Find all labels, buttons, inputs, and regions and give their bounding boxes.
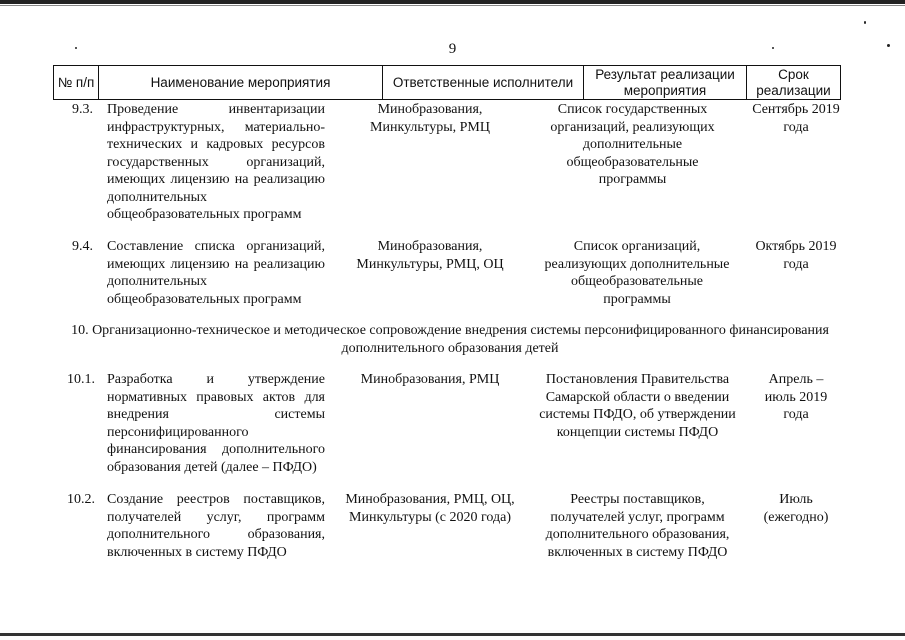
row-num: 10.2. <box>67 492 95 507</box>
header-responsible: Ответственные исполнители <box>392 74 574 90</box>
scan-edge-top-line <box>0 5 905 6</box>
scan-edge-top <box>0 0 905 4</box>
row-deadline: Апрель – июль 2019 года <box>764 372 828 422</box>
header-name: Наименование мероприятия <box>150 74 331 90</box>
table-header <box>53 65 841 100</box>
row-deadline: Октябрь 2019 года <box>755 239 837 272</box>
row-num: 9.3. <box>72 102 93 117</box>
scan-speck <box>864 21 866 24</box>
header-result: Результат реализации мероприятия <box>595 66 735 98</box>
row-deadline: Сентябрь 2019 года <box>752 102 840 135</box>
header-num: № п/п <box>57 74 95 90</box>
row-responsible: Минобразования, Минкультуры, РМЦ <box>370 102 490 135</box>
scan-edge-bottom <box>0 633 905 636</box>
row-result: Список организаций, реализующих дополнительные общеобразовательные программы <box>544 239 730 307</box>
row-result: Список государственных организаций, реализующих дополнительные общеобразовательные программы <box>550 102 715 187</box>
section-title: 10. Организационно-техническое и методическое сопровождение внедрения системы персонифицированного финансирования дополнительного образования детей <box>71 323 829 356</box>
row-result: Реестры поставщиков, получателей услуг, программ дополнительного образования, включенных в систему ПФДО <box>545 492 730 560</box>
row-name: Создание реестров поставщиков, получателей услуг, программ дополнительного образования, включенных в систему ПФДО <box>107 492 325 560</box>
row-responsible: Минобразования, РМЦ, ОЦ, Минкультуры (с 2020 года) <box>345 492 515 525</box>
row-num: 9.4. <box>72 239 93 254</box>
header-deadline: Срок реализации <box>756 66 831 98</box>
row-result: Постановления Правительства Самарской области о введении системы ПФДО, об утверждении концепции системы ПФДО <box>539 372 736 440</box>
row-responsible: Минобразования, Минкультуры, РМЦ, ОЦ <box>356 239 504 272</box>
row-name: Проведение инвентаризации инфраструктурных, материально-технических и кадровых ресурсов государственных организаций, имеющих лицензию на реализацию дополнительных общеобразовательных программ <box>107 102 325 222</box>
row-name: Составление списка организаций, имеющих лицензию на реализацию дополнительных общеобразовательных программ <box>107 239 325 307</box>
row-name: Разработка и утверждение нормативных правовых актов для внедрения системы персонифицированного финансирования дополнительного образования детей (далее – ПФДО) <box>107 372 325 475</box>
page-number: 9 <box>448 41 457 57</box>
row-deadline: Июль (ежегодно) <box>763 492 829 525</box>
row-responsible: Минобразования, РМЦ <box>360 372 500 387</box>
row-num: 10.1. <box>67 372 95 387</box>
